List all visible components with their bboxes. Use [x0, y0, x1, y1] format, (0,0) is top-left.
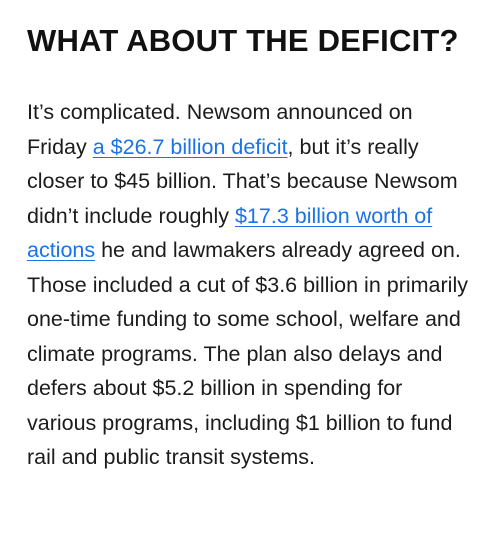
paragraph-text: he and lawmakers already agreed on. Those included a cut of $3.6 billion in primarily one-time funding to some school, welfare and climate programs. The plan also delays and defers about $5.2 billion in spending for various programs, including $1 billion to fund rail and public transit systems.	[27, 238, 468, 469]
article-section	[27, 22, 473, 475]
section-heading: WHAT ABOUT THE DEFICIT?	[27, 23, 459, 58]
paragraph-text: It’s complicated. Newsom announced on Friday	[27, 100, 413, 159]
paragraph-text: , but it’s really closer to $45 billion. That’s because Newsom didn’t include roughly	[27, 134, 458, 228]
article-paragraph	[27, 95, 473, 475]
actions-link[interactable]: $17.3 billion worth of actions	[27, 203, 433, 262]
deficit-link[interactable]: a $26.7 billion deficit	[92, 134, 288, 159]
